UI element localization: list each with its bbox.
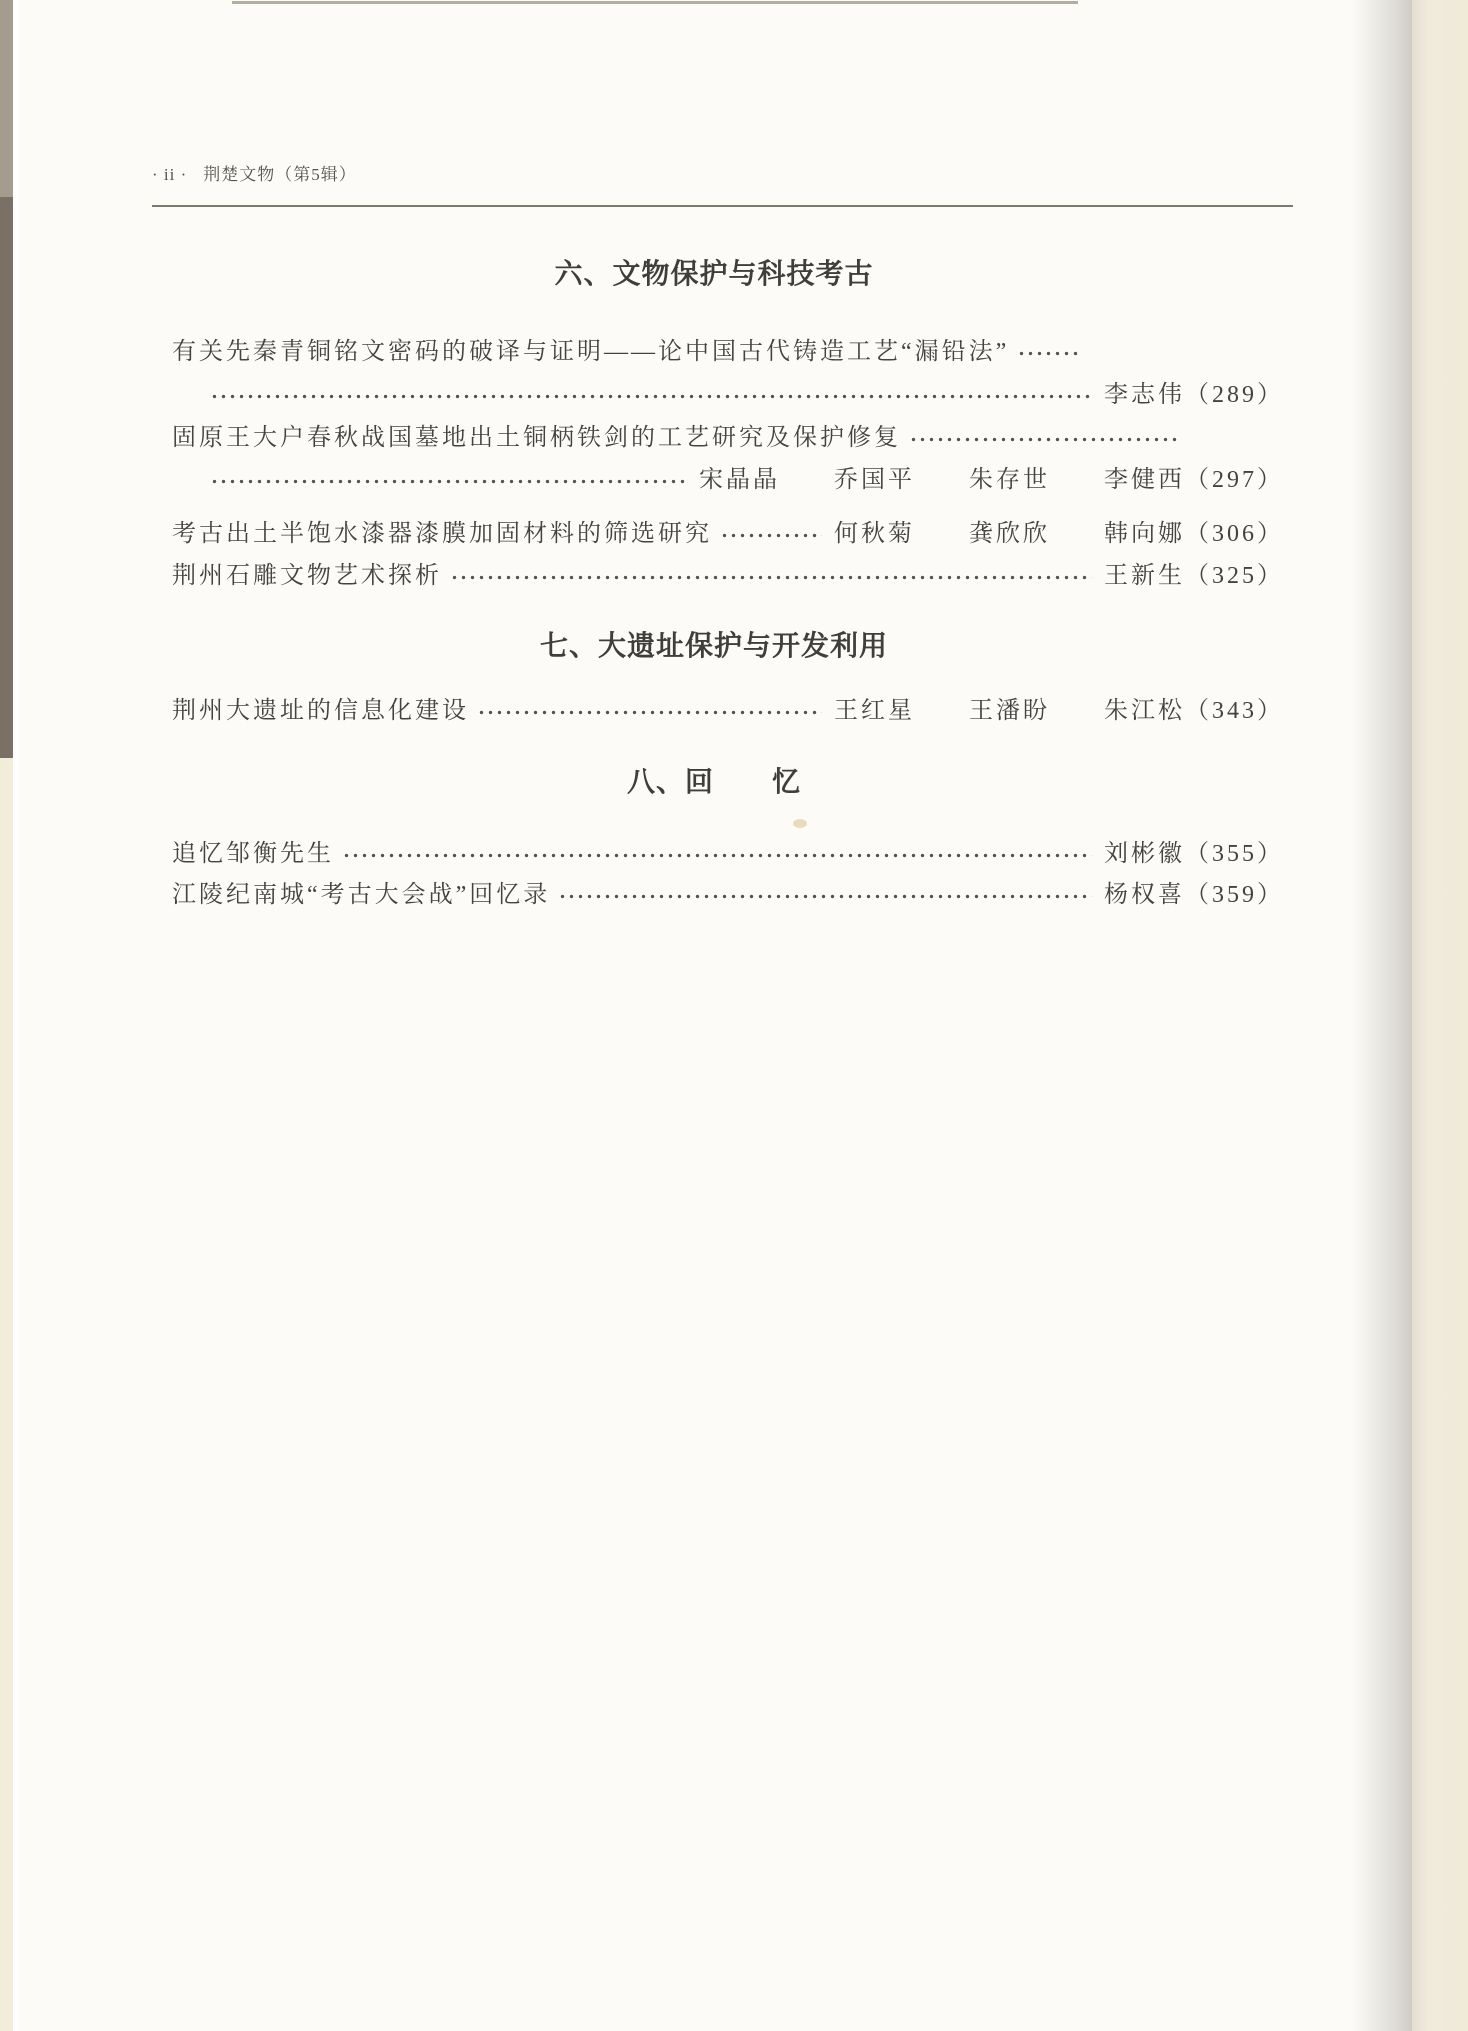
page-number-marker: · ii ·: [152, 165, 188, 184]
blank-fill: [1091, 334, 1284, 370]
entry-page-number: （306）: [1185, 521, 1284, 547]
toc-content: [172, 0, 1284, 2031]
entry-authors: 杨权喜: [1104, 882, 1185, 908]
entry-authors: 刘彬徽: [1104, 841, 1185, 867]
entry-page-number: （325）: [1185, 563, 1284, 589]
entry-title: 固原王大户春秋战国墓地出土铜柄铁剑的工艺研究及保护修复: [172, 425, 901, 451]
dot-leader: [909, 420, 1180, 456]
dot-leader: [450, 558, 1092, 594]
section-title-8: 八、回 忆: [626, 765, 801, 798]
entry-title: 追忆邹衡先生: [172, 841, 334, 867]
binding-strip-bottom: [0, 758, 13, 2031]
toc-entry-row: [172, 420, 1284, 456]
binding-strip-top: [0, 0, 13, 197]
dot-leader: [210, 462, 687, 498]
entry-page-number: （289）: [1185, 382, 1284, 408]
entry-title: 荆州大遗址的信息化建设: [172, 698, 469, 724]
section-title-7: 七、大遗址保护与开发利用: [539, 629, 888, 662]
entry-page-number: （355）: [1185, 841, 1284, 867]
toc-entry-row: [172, 693, 1284, 729]
toc-entry-row: [172, 334, 1284, 370]
entry-page-number: （343）: [1185, 698, 1284, 724]
section-title-6: 六、文物保护与科技考古: [554, 257, 874, 290]
toc-entry-row: [172, 877, 1284, 913]
dot-leader: [1017, 334, 1079, 370]
toc-entry-row-continuation: [172, 462, 1284, 498]
entry-authors: 王红星 王潘盼 朱江松: [834, 698, 1185, 724]
binding-strip-gap: [13, 0, 19, 2031]
entry-title: 江陵纪南城“考古大会战”回忆录: [172, 882, 551, 908]
entry-authors: 李志伟: [1104, 382, 1185, 408]
dot-leader: [558, 877, 1092, 913]
entry-title: 荆州石雕文物艺术探析: [172, 563, 442, 589]
page-curve-shadow: [1352, 0, 1412, 2031]
entry-authors: 王新生: [1104, 563, 1185, 589]
entry-page-number: （297）: [1185, 467, 1284, 493]
book-fore-edge: [1412, 0, 1468, 2031]
toc-entry-row: [172, 516, 1284, 552]
dot-leader: [720, 516, 822, 552]
toc-entry-row-continuation: [172, 377, 1284, 413]
binding-strip-middle: [0, 197, 13, 758]
toc-entry-row: [172, 836, 1284, 872]
entry-authors: 何秋菊 龚欣欣 韩向娜: [834, 521, 1185, 547]
entry-authors: 宋晶晶 乔国平 朱存世 李健西: [699, 467, 1185, 493]
book-title: 荆楚文物（第5辑）: [203, 165, 357, 184]
entry-title: 有关先秦青铜铭文密码的破译与证明——论中国古代铸造工艺“漏铅法”: [172, 339, 1010, 365]
dot-leader: [342, 836, 1092, 872]
dot-leader: [477, 693, 822, 729]
dot-leader: [210, 377, 1092, 413]
entry-page-number: （359）: [1185, 882, 1284, 908]
entry-title: 考古出土半饱水漆器漆膜加固材料的筛选研究: [172, 521, 712, 547]
toc-entry-row: [172, 558, 1284, 594]
